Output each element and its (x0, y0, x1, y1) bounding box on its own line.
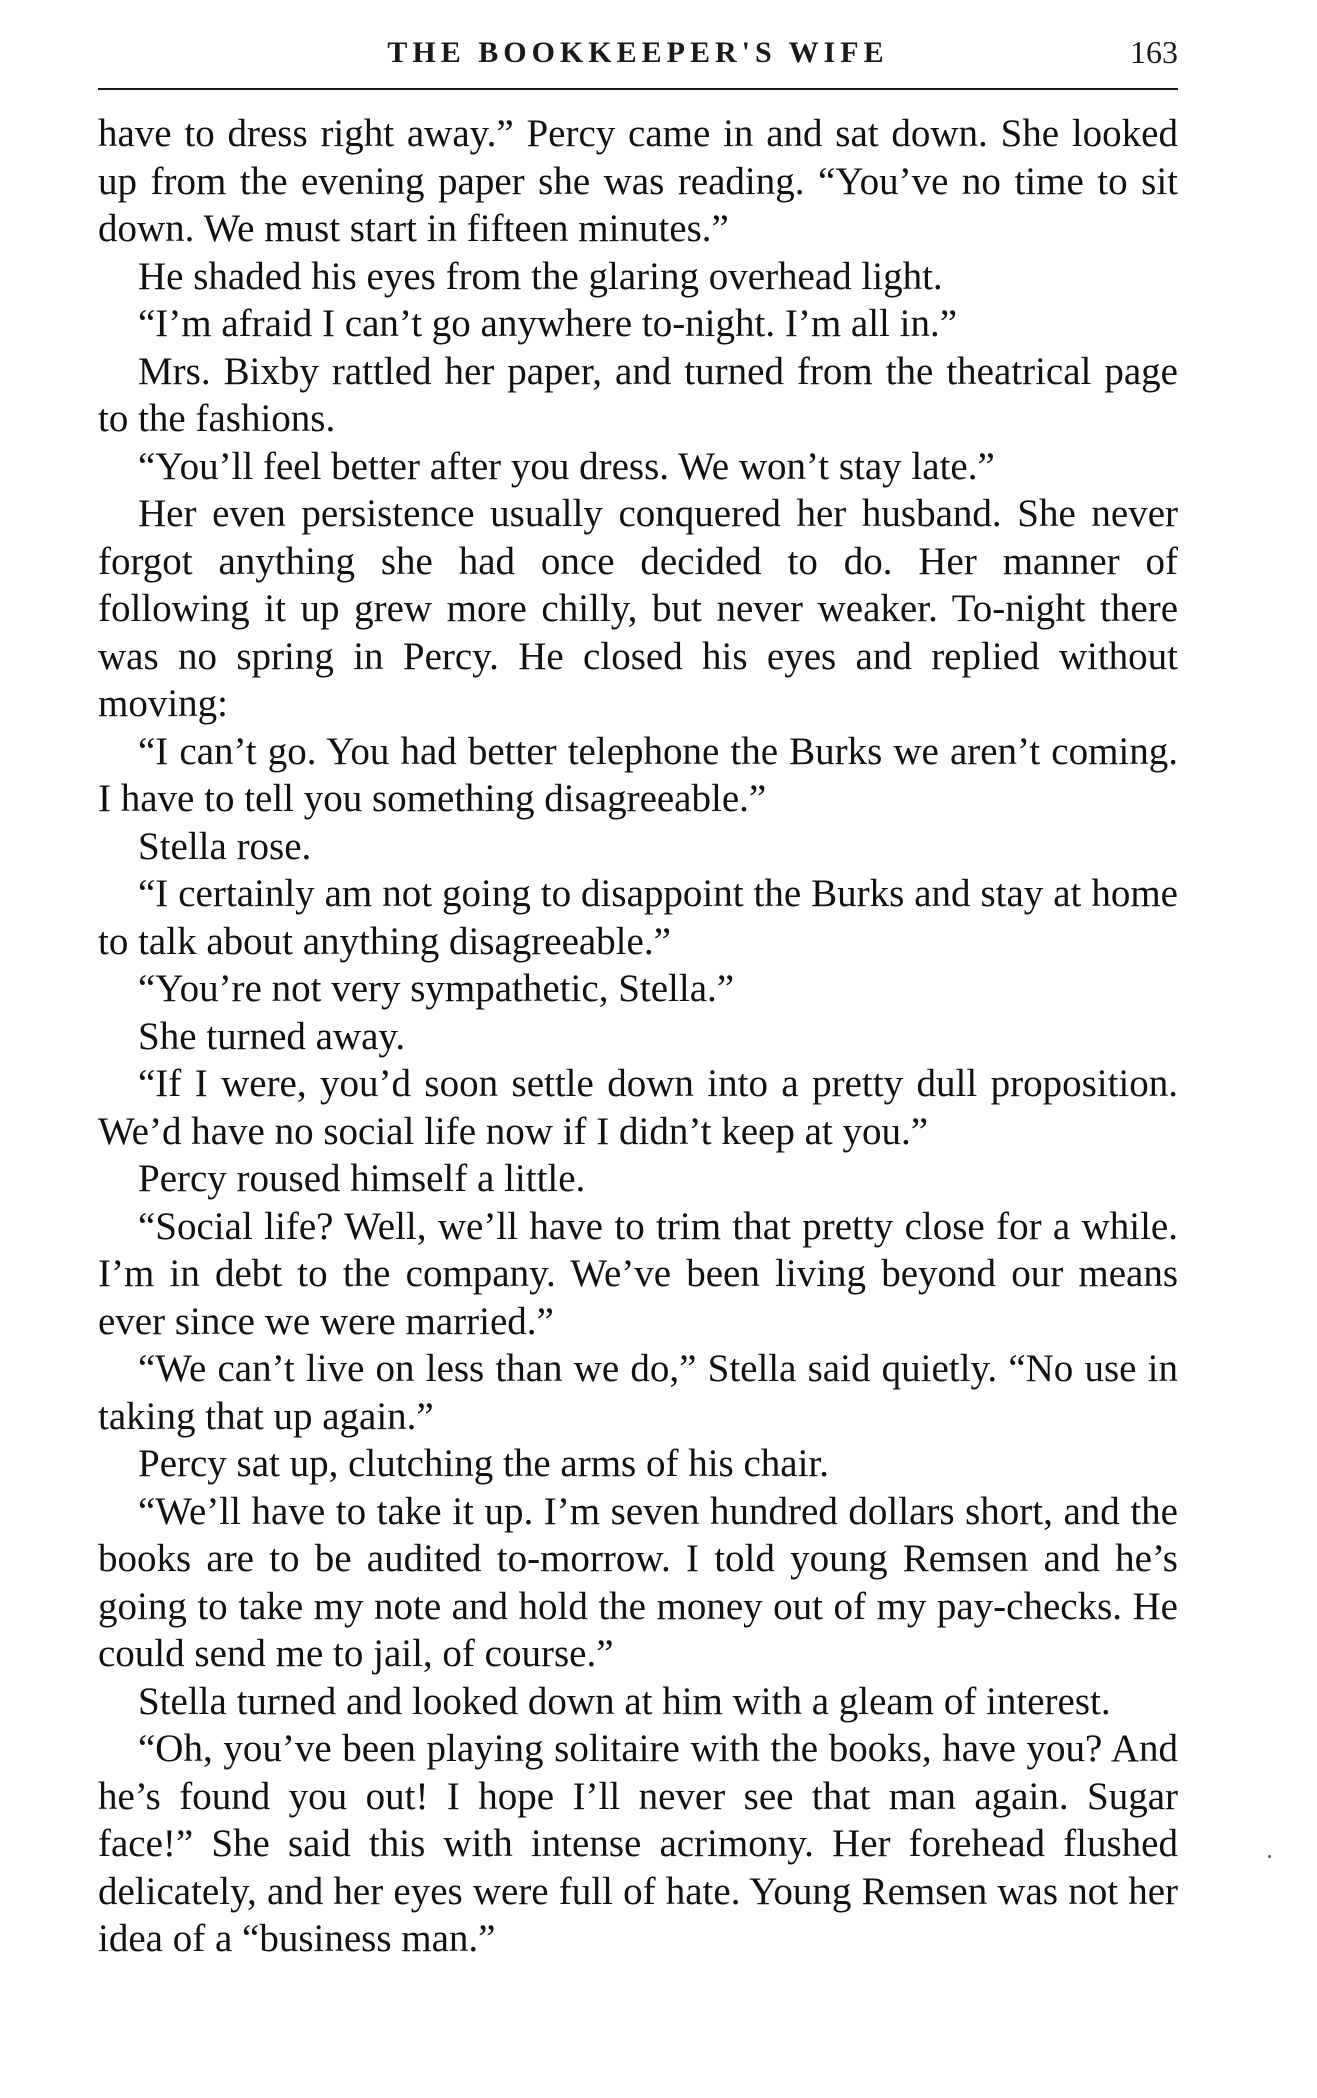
paragraph: Mrs. Bixby rattled her paper, and turned from the theatrical page to the fashions. (98, 349, 1178, 440)
paragraph: Stella turned and looked down at him with a gleam of interest. (138, 1679, 1111, 1723)
paragraph: “Social life? Well, we’ll have to trim that pretty close for a while. I’m in debt to the company. We’ve been living beyond our means ever since we were married.” (98, 1204, 1178, 1343)
body-text (98, 110, 1178, 1963)
paragraph: Stella rose. (138, 824, 312, 868)
paragraph: “We can’t live on less than we do,” Stella said quietly. “No use in taking that up again.” (98, 1347, 1178, 1438)
paragraph: “You’ll feel better after you dress. We won’t stay late.” (138, 444, 995, 488)
header-rule (98, 88, 1178, 90)
paragraph: Her even persistence usually conquered her husband. She never forgot anything she had once decided to do. Her manner of following it up grew more chilly, but never weaker. To-night there was no spring in Percy. He closed his eyes and replied without moving: (98, 492, 1178, 725)
running-head (98, 28, 1178, 80)
paragraph: He shaded his eyes from the glaring overhead light. (138, 254, 943, 298)
paragraph: have to dress right away.” Percy came in and sat down. She looked up from the evening paper she was reading. “You’ve no time to sit down. We must start in fifteen minutes.” (98, 112, 1178, 250)
paragraph: “We’ll have to take it up. I’m seven hundred dollars short, and the books are to be audited to-morrow. I told young Remsen and he’s going to take my note and hold the money out of my pay-checks. He could send me to jail, of course.” (98, 1489, 1178, 1675)
running-title: THE BOOKKEEPER'S WIFE (387, 36, 889, 69)
paragraph: Percy sat up, clutching the arms of his chair. (138, 1442, 829, 1485)
paragraph: “Oh, you’ve been playing solitaire with the books, have you? And he’s found you out! I hope I’ll never see that man again. Sugar face!” She said this with intense acrimony. Her forehead flushed delicately, and her eyes were full of hate. Young Remsen was not her idea of a “business man.” (98, 1727, 1178, 1960)
margin-speck (1268, 1855, 1271, 1858)
page-number: 163 (1130, 34, 1178, 70)
paragraph: “You’re not very sympathetic, Stella.” (138, 967, 735, 1010)
paragraph: “If I were, you’d soon settle down into a pretty dull proposition. We’d have no social life now if I didn’t keep at you.” (98, 1062, 1178, 1153)
paragraph: She turned away. (138, 1014, 406, 1058)
paragraph: Percy roused himself a little. (138, 1157, 586, 1200)
paragraph: “I certainly am not going to disappoint the Burks and stay at home to talk about anything disagreeable.” (98, 872, 1178, 963)
paragraph: “I’m afraid I can’t go anywhere to-night. I’m all in.” (138, 302, 958, 345)
paragraph: “I can’t go. You had better telephone the Burks we aren’t coming. I have to tell you something disagreeable.” (98, 729, 1178, 820)
